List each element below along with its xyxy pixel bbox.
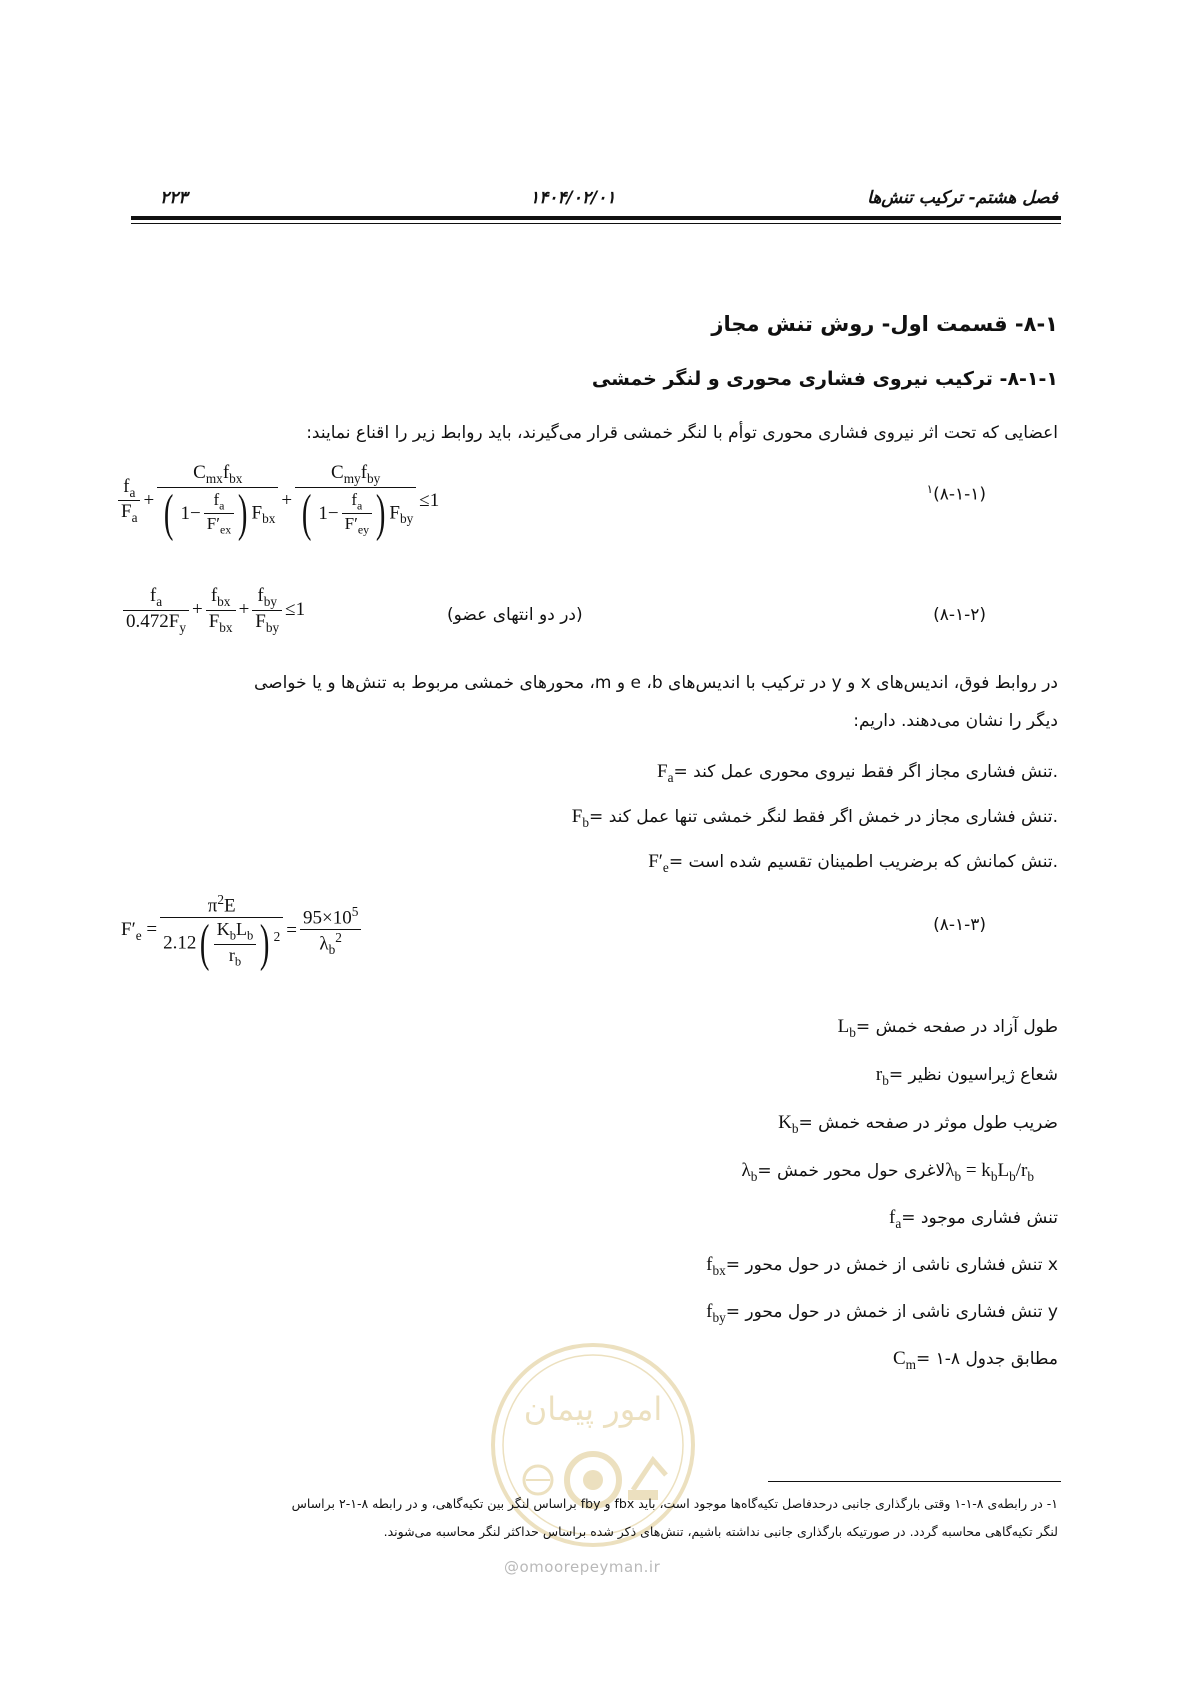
definition-Lb: $L_b=$ طول آزاد در صفحه خمش: [837, 1016, 1058, 1040]
definition-Kb: $K_b=$ ضریب طول موثر در صفحه خمش: [778, 1112, 1058, 1136]
watermark-url: @omoorepeyman.ir: [504, 1558, 661, 1576]
definition-rb: $r_b=$ شعاع ژیراسیون نظیر: [875, 1064, 1058, 1088]
equation-8-1-3: $F'_e$ = $\pi^2E$ 2.12( $\frac{K_bL_b}{r_b}$ ) $^2$ = $\frac{95\times 10^5}{\lambda_b^2}$: [118, 892, 361, 970]
definition-Fe: $F'_e=$ تنش کمانش که برضریب اطمینان تقسیم شده است.: [648, 851, 1058, 875]
watermark-text: امور پیمان: [523, 1390, 663, 1428]
section-heading: ۸-۱- قسمت اول- روش تنش مجاز: [711, 312, 1058, 336]
footnote-line: لنگر تکیه‌گاهی محاسبه گردد. در صورتیکه بارگذاری جانبی نداشته باشیم، تنش‌های ذکر شده براساس حداکثر لنگر محاسبه می‌شوند.: [383, 1524, 1058, 1539]
definition-fby: $f_{by}=$ تنش فشاری ناشی از خمش در حول محور y: [706, 1301, 1058, 1325]
eq2-note: (در دو انتهای عضو): [447, 605, 583, 625]
definition-lambda: $\lambda_b=$ لاغری حول محور خمشλ$_b$ = $k_bL_b/r_b$: [741, 1160, 1034, 1184]
eq1-label: $^۱$(۸-۱-۱): [926, 482, 986, 505]
eq3-label: (۸-۱-۳): [933, 915, 986, 935]
header-rule-thick: [131, 216, 1061, 220]
footnote-rule: [768, 1481, 1061, 1482]
paragraph-line: در روابط فوق، اندیس‌های x و y در ترکیب با اندیس‌های e ،b و m، محورهای خمشی مربوط به تنش‌ها و یا خواصی: [253, 673, 1058, 693]
definition-Cm: $C_m=$ مطابق جدول ۸-۱: [892, 1348, 1058, 1372]
eq2-label: (۸-۱-۲): [933, 605, 986, 625]
definition-Fa: $F_a=$ تنش فشاری مجاز اگر فقط نیروی محوری عمل کند.: [657, 761, 1058, 785]
header-date: ۱۴۰۴/۰۲/۰۱: [530, 188, 616, 208]
subsection-heading: ۸-۱-۱- ترکیب نیروی فشاری محوری و لنگر خمشی: [591, 368, 1058, 390]
paragraph-indices: [118, 664, 1058, 740]
page-number: ۲۲۳: [160, 188, 188, 208]
chapter-title: فصل هشتم- ترکیب تنش‌ها: [867, 188, 1058, 208]
paragraph-line: دیگر را نشان می‌دهند. داریم:: [853, 711, 1058, 731]
footnote: [118, 1490, 1058, 1546]
equation-8-1-1: $\frac{f_a}{F_a}$ + $C_{mx}f_{bx}$ ( 1− $\frac{f_a}{F'_{ex}}$ ) $F_{bx}$ + $C_{my}f_{by}$ ( 1− $\frac{f_a}{F'_{ey}}$ ) $F_{by}$ ≤1: [118, 462, 442, 540]
intro-paragraph: اعضایی که تحت اثر نیروی فشاری محوری توأم با لنگر خمشی قرار می‌گیرند، باید روابط زیر را اقناع نمایند:: [306, 423, 1058, 443]
equation-8-1-2: $\frac{f_a}{0.472F_y}$ + $\frac{f_{bx}}{F_{bx}}$ + $\frac{f_{by}}{F_{by}}$ ≤1: [123, 585, 308, 636]
definition-fbx: $f_{bx}=$ تنش فشاری ناشی از خمش در حول محور x: [706, 1254, 1058, 1278]
footnote-mark: ۱: [926, 482, 934, 496]
definition-fa: $f_a=$ تنش فشاری موجود: [889, 1207, 1058, 1231]
header-rule-thin: [131, 223, 1061, 224]
footnote-line: ۱- در رابطه‌ی ۸-۱-۱ وقتی بارگذاری جانبی درحدفاصل تکیه‌گاه‌ها موجود است، باید fbx و fby براساس لنگر بین تکیه‌گاهی، و در رابطه ۸-۱-۲ براساس: [291, 1496, 1058, 1511]
definition-Fb: $F_b=$ تنش فشاری مجاز در خمش اگر فقط لنگر خمشی تنها عمل کند.: [571, 806, 1058, 830]
